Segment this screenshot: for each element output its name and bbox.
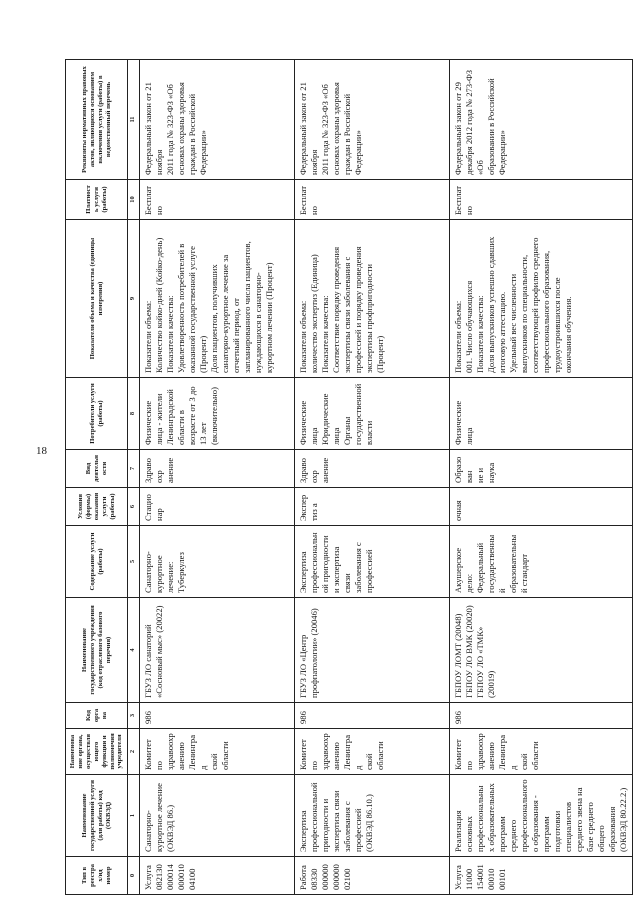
indicators-cell-line: Показатели качества: xyxy=(474,295,485,373)
service-name-cell-line: пригодности и xyxy=(319,798,330,852)
organ-cell-line: по xyxy=(463,761,474,770)
activity-cell-line: анение xyxy=(164,457,175,483)
header-cell: Наименование государственного учреждения (код отраслевого базового перечня) xyxy=(66,598,128,703)
rotated-sheet xyxy=(5,20,628,895)
institution-cell-line: «Сосновый мыс» (20022) xyxy=(153,605,164,698)
header-row xyxy=(66,60,128,895)
activity-cell-line: Здравоохр xyxy=(142,458,164,483)
organ-cell-line: по xyxy=(153,761,164,770)
type-cell-line: Услуга xyxy=(452,865,463,890)
indicators-cell-line: итоговую аттестацию. xyxy=(496,291,507,373)
organ-code-cell: 986 xyxy=(139,703,294,729)
service-name-cell-line: основных xyxy=(463,816,474,852)
header-cell: Наименование государственной услуги (для работы) код (ОКВЭД) xyxy=(66,775,128,857)
content-cell-line: профессиональн xyxy=(308,532,319,593)
header-cell: Вид деятельности xyxy=(66,450,128,488)
organ-cell xyxy=(294,729,449,775)
content-cell-line: ой пригодности xyxy=(319,535,330,593)
type-cell-line: 000010 xyxy=(175,864,186,890)
column-number-row xyxy=(128,60,139,895)
consumers-cell-line: Физические xyxy=(142,400,153,445)
type-cell-line: 000000 xyxy=(319,864,330,890)
column-number: 4 xyxy=(128,598,139,703)
consumers-cell-line: государственной xyxy=(352,383,363,445)
indicators-cell-line: Доля выпускников успешно сдавших xyxy=(485,236,496,373)
service-name-cell-line: Экспертиза xyxy=(297,810,308,852)
institution-cell xyxy=(294,598,449,703)
consumers-cell-line: возрасте от 3 до xyxy=(186,386,197,445)
header-cell: Код органа xyxy=(66,703,128,729)
organ-cell-line: здравоохр xyxy=(474,733,485,770)
indicators-cell-line: нуждающихся в санаторно- xyxy=(252,272,263,373)
service-name-cell-line: Реализация xyxy=(452,810,463,852)
organ-code-cell: 986 xyxy=(449,703,632,729)
organ-cell xyxy=(449,729,632,775)
legal-acts-cell-line: основах охраны здоровья xyxy=(175,82,186,175)
content-cell xyxy=(294,526,449,598)
content-cell-line: Акушерское xyxy=(452,547,463,593)
content-cell-line: Экспертиза xyxy=(297,551,308,593)
organ-cell-line: по xyxy=(308,761,319,770)
content-cell-line: образовательны xyxy=(507,534,518,593)
header-cell: Наименование органа, осуществляющего функции и полномочия учредителя xyxy=(66,729,128,775)
service-name-cell-line: экспертиза связи xyxy=(330,790,341,852)
column-number: 7 xyxy=(128,450,139,488)
organ-cell-line: здравоохр xyxy=(319,733,330,770)
organ-cell-line: Ленинград xyxy=(186,734,208,770)
table-row xyxy=(449,60,632,895)
column-number: 11 xyxy=(128,60,139,180)
type-cell-line: Работа xyxy=(297,865,308,890)
indicators-cell-line: трудоустроившихся после xyxy=(551,277,562,373)
legal-acts-cell xyxy=(139,60,294,180)
legal-acts-cell-line: основах охраны здоровья xyxy=(330,82,341,175)
column-number: 9 xyxy=(128,220,139,378)
activity-cell-line: анение xyxy=(319,457,330,483)
activity-cell-line: Образован xyxy=(452,456,474,483)
consumers-cell-line: Ленинградской xyxy=(164,389,175,445)
type-cell-line: Услуга xyxy=(142,865,153,890)
consumers-cell xyxy=(449,378,632,450)
consumers-cell-line: лица xyxy=(463,427,474,445)
payment-cell: Бесплатно xyxy=(449,180,632,220)
header-cell: Тип в реестра х/ид номер xyxy=(66,857,128,895)
consumers-cell-line: лица xyxy=(308,427,319,445)
indicators-cell-line: запланированного числа пациентов, xyxy=(241,241,252,373)
indicators-cell-line: курортном лечении (Процент) xyxy=(263,262,274,373)
legal-acts-cell-line: граждан в Российской xyxy=(341,93,352,175)
service-name-cell-line: программ xyxy=(540,816,551,852)
organ-cell-line: Комитет xyxy=(452,739,463,770)
content-cell-line: профессией xyxy=(363,549,374,593)
organ-code-cell: 986 xyxy=(294,703,449,729)
organ-cell-line: ской xyxy=(208,753,219,770)
column-number: 6 xyxy=(128,488,139,526)
legal-acts-cell-line: образовании в Российской xyxy=(485,78,496,175)
content-cell xyxy=(449,526,632,598)
content-cell-line: Санаторно- xyxy=(142,551,153,593)
legal-acts-cell-line: Федеральный закон от 21 ноября xyxy=(142,82,164,175)
consumers-cell xyxy=(294,378,449,450)
service-name-cell-line: заболевания с xyxy=(341,801,352,852)
institution-cell-line: ГБУЗ ЛО «Центр xyxy=(297,634,308,698)
header-cell: Условия (формы) оказания услуги (работы) xyxy=(66,488,128,526)
conditions-cell: очная xyxy=(449,488,632,526)
header-cell: Реквизиты нормативных правовых актов, являющихся основанием включения услуги (работы) в ведомственный перечень xyxy=(66,60,128,180)
indicators-cell-line: Показатели объема: xyxy=(452,300,463,373)
activity-cell xyxy=(139,450,294,488)
service-name-cell-line: образования xyxy=(606,806,617,852)
service-name-cell-line: профессионального xyxy=(518,779,529,852)
indicators-cell-line: Удельный вес численности xyxy=(507,273,518,373)
organ-cell-line: области xyxy=(374,741,385,770)
service-name-cell xyxy=(294,775,449,857)
organ-cell-line: анению xyxy=(485,742,496,770)
institution-cell xyxy=(449,598,632,703)
service-name-cell-line: о образования - xyxy=(529,795,540,852)
type-cell-line: 11000 xyxy=(463,868,474,890)
service-name-cell-line: программ xyxy=(496,816,507,852)
legal-acts-cell xyxy=(449,60,632,180)
organ-cell-line: области xyxy=(529,741,540,770)
consumers-cell-line: (включительно) xyxy=(208,387,219,445)
content-cell-line: связи xyxy=(341,573,352,593)
service-name-cell-line: специалистов xyxy=(562,801,573,852)
page-number: 18 xyxy=(36,445,47,457)
institution-cell-line: ГБУЗ ЛО санаторий xyxy=(142,624,153,698)
service-name-cell-line: (ОКВЭД 80.22.2.) xyxy=(617,787,628,852)
type-cell-line: 00010 xyxy=(485,868,496,890)
organ-cell-line: здравоохр xyxy=(164,733,175,770)
activity-cell-line: Здравоохр xyxy=(297,458,319,483)
service-name-cell-line: подготовки xyxy=(551,810,562,852)
consumers-cell-line: 13 лет xyxy=(197,422,208,445)
consumers-cell xyxy=(139,378,294,450)
service-name-cell-line: среднего xyxy=(507,819,518,852)
type-cell-line: 082130 xyxy=(153,864,164,890)
type-cell xyxy=(294,857,449,895)
activity-cell-line: ие и наука xyxy=(474,462,496,483)
legal-acts-cell-line: Федерации» xyxy=(352,130,363,175)
indicators-cell-line: Доля пациентов, получивших xyxy=(208,264,219,373)
service-name-cell-line: профессиональны xyxy=(474,785,485,852)
organ-cell-line: ской xyxy=(518,753,529,770)
organ-cell-line: Ленинград xyxy=(341,734,363,770)
content-cell-line: и экспертиза xyxy=(330,546,341,593)
service-name-cell-line: курортное лечение xyxy=(153,783,164,852)
indicators-cell xyxy=(294,220,449,378)
organ-cell-line: Комитет xyxy=(142,739,153,770)
service-name-cell xyxy=(139,775,294,857)
service-name-cell-line: среднего звена на xyxy=(573,787,584,852)
organ-cell xyxy=(139,729,294,775)
legal-acts-cell-line: декабря 2012 года № 273-ФЗ «Об xyxy=(463,69,485,175)
consumers-cell-line: Физические xyxy=(297,400,308,445)
indicators-cell-line: Показатели объема: xyxy=(297,300,308,373)
consumers-cell-line: области в xyxy=(175,410,186,445)
content-cell-line: курортное xyxy=(153,555,164,593)
legal-acts-cell xyxy=(294,60,449,180)
content-cell-line: государственны xyxy=(485,534,496,593)
consumers-cell-line: Физические xyxy=(452,400,463,445)
type-cell-line: 000014 xyxy=(164,864,175,890)
content-cell-line: й стандарт xyxy=(518,554,529,593)
header-cell: Содержание услуги (работы) xyxy=(66,526,128,598)
service-name-cell-line: (ОКВЭД 86.10.) xyxy=(363,794,374,852)
legal-acts-cell-line: Федерации» xyxy=(496,130,507,175)
payment-cell: Бесплатно xyxy=(139,180,294,220)
service-name-cell-line: общего xyxy=(595,825,606,852)
indicators-cell-line: количество экспертиз (Единица) xyxy=(308,254,319,373)
indicators-cell-line: оказанной государственной услуге xyxy=(186,246,197,373)
institution-cell-line: профпатологии» (20046) xyxy=(308,608,319,698)
content-cell-line: Федеральный xyxy=(474,542,485,593)
institution-cell-line: ГБПОУ ЛО ВМК (20020) xyxy=(463,605,474,698)
type-cell xyxy=(449,857,632,895)
consumers-cell-line: Органы xyxy=(341,416,352,445)
indicators-cell xyxy=(449,220,632,378)
conditions-cell: Стационар xyxy=(139,488,294,526)
header-cell: Показатели объема и качества (единицы измерения) xyxy=(66,220,128,378)
indicators-cell-line: (Процент) xyxy=(197,335,208,373)
indicators-cell-line: профессией и порядку проведения xyxy=(352,246,363,373)
column-number: 10 xyxy=(128,180,139,220)
column-number: 0 xyxy=(128,857,139,895)
content-cell-line: лечение: xyxy=(164,561,175,593)
legal-acts-cell-line: 2011 года № 323-ФЗ «Об xyxy=(319,84,330,175)
indicators-cell-line: экспертизы профпригодности xyxy=(363,264,374,373)
indicators-cell-line: Показатели объема: xyxy=(142,300,153,373)
indicators-cell-line: Количество койко-дней (Койко-день) xyxy=(153,237,164,373)
consumers-cell-line: лица xyxy=(330,427,341,445)
table-body xyxy=(139,60,632,895)
activity-cell xyxy=(449,450,632,488)
column-number: 1 xyxy=(128,775,139,857)
indicators-cell xyxy=(139,220,294,378)
institution-cell-line: ГБПОУ ЛОМТ (20048) xyxy=(452,613,463,698)
services-table xyxy=(65,59,633,895)
indicators-cell-line: санаторно-курортное лечение за xyxy=(219,254,230,373)
legal-acts-cell-line: 2011 года № 323-ФЗ «Об xyxy=(164,84,175,175)
content-cell-line: й xyxy=(496,588,507,593)
indicators-cell-line: профессионального образования, xyxy=(540,250,551,373)
service-name-cell-line: профессиональной xyxy=(308,782,319,852)
institution-cell xyxy=(139,598,294,703)
type-cell-line: 154001 xyxy=(474,864,485,890)
indicators-cell-line: Показатели качества: xyxy=(319,295,330,373)
column-number: 8 xyxy=(128,378,139,450)
indicators-cell-line: окончания обучения. xyxy=(562,296,573,373)
consumers-cell-line: лица - жители xyxy=(153,393,164,445)
column-number: 5 xyxy=(128,526,139,598)
table-row xyxy=(294,60,449,895)
consumers-cell-line: Юридические xyxy=(319,393,330,445)
content-cell xyxy=(139,526,294,598)
organ-cell-line: анению xyxy=(330,742,341,770)
service-name-cell-line: Санаторно- xyxy=(142,810,153,852)
type-cell xyxy=(139,857,294,895)
type-cell-line: 04100 xyxy=(186,868,197,890)
conditions-cell: Экспертиз а xyxy=(294,488,449,526)
header-cell: Потребители услуги (работы) xyxy=(66,378,128,450)
indicators-cell-line: (Процент) xyxy=(374,335,385,373)
indicators-cell-line: соответствующей профилю среднего xyxy=(529,237,540,373)
service-name-cell-line: базе среднего xyxy=(584,802,595,852)
indicators-cell-line: выпускников по специальности, xyxy=(518,254,529,373)
indicators-cell-line: 001. Число обучающихся xyxy=(463,280,474,373)
legal-acts-cell-line: граждан в Российской xyxy=(186,93,197,175)
service-name-cell xyxy=(449,775,632,857)
service-name-cell-line: (ОКВЭД 86.) xyxy=(164,804,175,852)
consumers-cell-line: власти xyxy=(363,420,374,445)
institution-cell-line: ГБПОУ ЛО «ТМК» (20019) xyxy=(474,626,496,698)
indicators-cell-line: Показатели качества: xyxy=(164,295,175,373)
indicators-cell-line: Удовлетворенность потребителей в xyxy=(175,243,186,373)
column-number: 2 xyxy=(128,729,139,775)
content-cell-line: Туберкулез xyxy=(175,552,186,593)
indicators-cell-line: отчетный период, от xyxy=(230,298,241,373)
organ-cell-line: Ленинград xyxy=(496,734,518,770)
organ-cell-line: области xyxy=(219,741,230,770)
service-name-cell-line: х образовательных xyxy=(485,783,496,852)
column-number: 3 xyxy=(128,703,139,729)
service-name-cell-line: профессией xyxy=(352,808,363,852)
content-cell-line: дело: xyxy=(463,573,474,593)
payment-cell: Бесплатно xyxy=(294,180,449,220)
organ-cell-line: анению xyxy=(175,742,186,770)
type-cell-line: 02100 xyxy=(341,868,352,890)
indicators-cell-line: Соответствие порядку проведения xyxy=(330,246,341,373)
type-cell-line: 000000 xyxy=(330,864,341,890)
content-cell-line: заболевания с xyxy=(352,542,363,593)
type-cell-line: 08330 xyxy=(308,868,319,890)
table-row xyxy=(139,60,294,895)
legal-acts-cell-line: Федерации» xyxy=(197,130,208,175)
indicators-cell-line: экспертизы связи заболевания с xyxy=(341,256,352,373)
header-cell: Платность услуги (работы) xyxy=(66,180,128,220)
organ-cell-line: ской xyxy=(363,753,374,770)
organ-cell-line: Комитет xyxy=(297,739,308,770)
type-cell-line: 00101 xyxy=(496,868,507,890)
activity-cell xyxy=(294,450,449,488)
legal-acts-cell-line: Федеральный закон от 21 ноября xyxy=(297,82,319,175)
legal-acts-cell-line: Федеральный закон от 29 xyxy=(452,82,463,175)
